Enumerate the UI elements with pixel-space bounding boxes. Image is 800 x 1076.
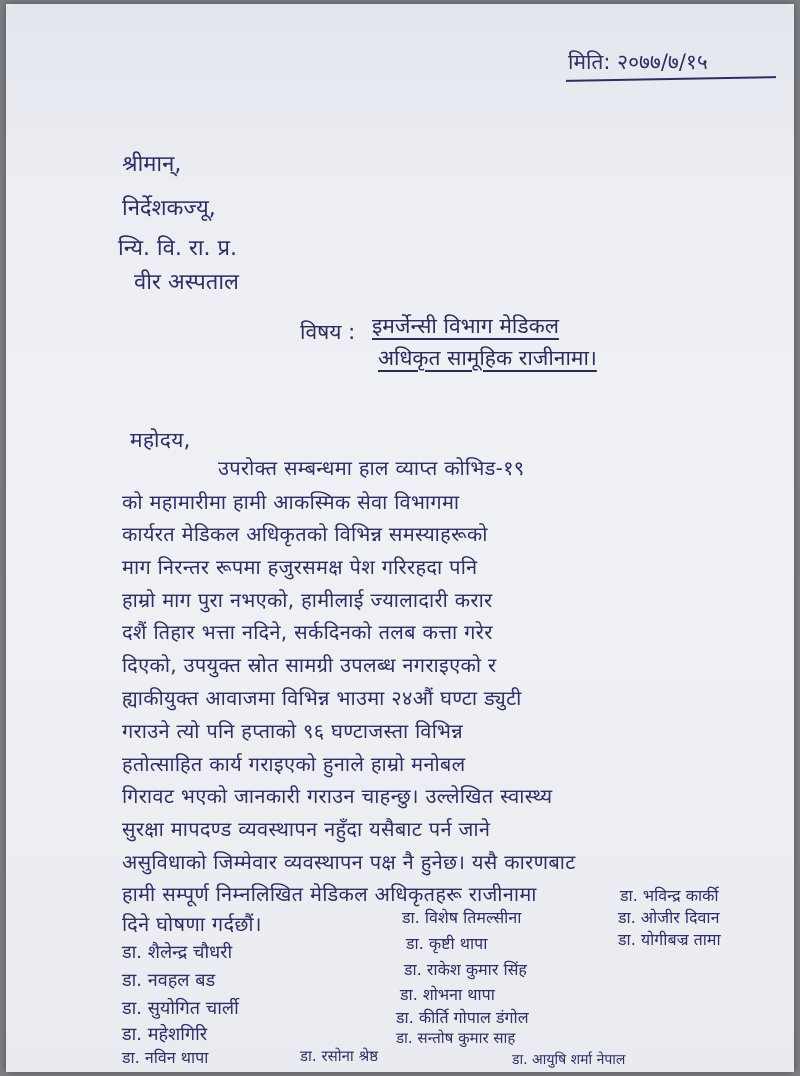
address-line-3: न्यि. वि. रा. प्र. — [118, 236, 238, 261]
body-line-6: दशैं तिहार भत्ता नदिने, सर्कदिनको तलब कत्ता गरेर — [122, 620, 493, 644]
body-line-13: असुविधाको जिम्मेवार व्यवस्थापन पक्ष नै हुनेछ। यसै कारणबाट — [122, 850, 576, 874]
signatory: डा. विशेष तिमल्सीना — [402, 908, 522, 927]
body-line-2: को महामारीमा हामी आकस्मिक सेवा विभागमा — [122, 490, 460, 514]
signatory: डा. नविन थापा — [122, 1048, 209, 1067]
body-line-12: सुरक्षा मापदण्ड व्यवस्थापन नहुँदा यसैबाट पर्न जाने — [122, 817, 491, 841]
address-line-2: निर्देशकज्यू, — [122, 196, 216, 221]
signatory: डा. राकेश कुमार सिंह — [404, 960, 527, 979]
address-line-4: वीर अस्पताल — [134, 270, 239, 295]
signatory: डा. नवहल बड — [122, 970, 216, 991]
salutation: महोदय, — [130, 428, 191, 452]
body-line-9: गराउने त्यो पनि हप्ताको ९६ घण्टाजस्ता विभिन्न — [122, 719, 463, 743]
body-line-5: हाम्रो माग पुरा नभएको, हामीलाई ज्यालादारी करार — [122, 588, 493, 612]
body-line-8: ह्याकीयुक्त आवाजमा विभिन्न भाउमा २४औं घण्टा ड्युटी — [122, 686, 522, 710]
body-line-4: माग निरन्तर रूपमा हजुरसमक्ष पेश गरिरहदा पनि — [122, 555, 478, 579]
subject-line-1: इमर्जेन्सी विभाग मेडिकल — [372, 314, 559, 338]
body-line-7: दिएको, उपयुक्त स्रोत सामग्री उपलब्ध नगराइएको र — [122, 653, 497, 677]
subject-line-2: अधिकृत सामूहिक राजीनामा। — [378, 346, 597, 370]
signatory: डा. कीर्ति गोपाल डंगोल — [396, 1008, 529, 1027]
signatory: डा. सुयोगित चार्ली — [122, 998, 239, 1019]
signatory: डा. महेशगिरि — [122, 1024, 208, 1045]
signatory: डा. सन्तोष कुमार साह — [396, 1029, 516, 1047]
body-line-15: दिने घोषणा गर्दछौं। — [122, 912, 262, 936]
signatory: डा. ओजीर दिवान — [618, 908, 720, 927]
body-line-10: हतोत्साहित कार्य गराइएको हुनाले हाम्रो मनोबल — [122, 752, 466, 776]
signatory: डा. शैलेन्द्र चौधरी — [122, 942, 233, 963]
body-line-11: गिरावट भएको जानकारी गराउन चाहन्छु। उल्लेखित स्वास्थ्य — [122, 784, 553, 808]
address-line-1: श्रीमान्, — [122, 152, 182, 177]
signatory: डा. कृष्टी थापा — [406, 934, 488, 953]
signatory: डा. रसोना श्रेष्ठ — [300, 1047, 379, 1065]
signatory: डा. योगीबज्र तामा — [618, 930, 721, 949]
signatory: डा. भविन्द्र कार्की — [620, 886, 719, 905]
letter-date: मिति: २०७७/७/१५ — [568, 50, 708, 74]
signatory: डा. शोभना थापा — [400, 985, 495, 1004]
subject-block — [300, 314, 597, 370]
body-line-3: कार्यरत मेडिकल अधिकृतको विभिन्न समस्याहरूको — [122, 522, 488, 546]
subject-label: विषय : — [300, 320, 356, 344]
body-line-1: उपरोक्त सम्बन्धमा हाल व्याप्त कोभिड-१९ — [218, 456, 525, 480]
signatory: डा. आयुषि शर्मा नेपाल — [512, 1052, 626, 1068]
body-line-14: हामी सम्पूर्ण निम्नलिखित मेडिकल अधिकृतहरू राजीनामा — [122, 882, 537, 906]
